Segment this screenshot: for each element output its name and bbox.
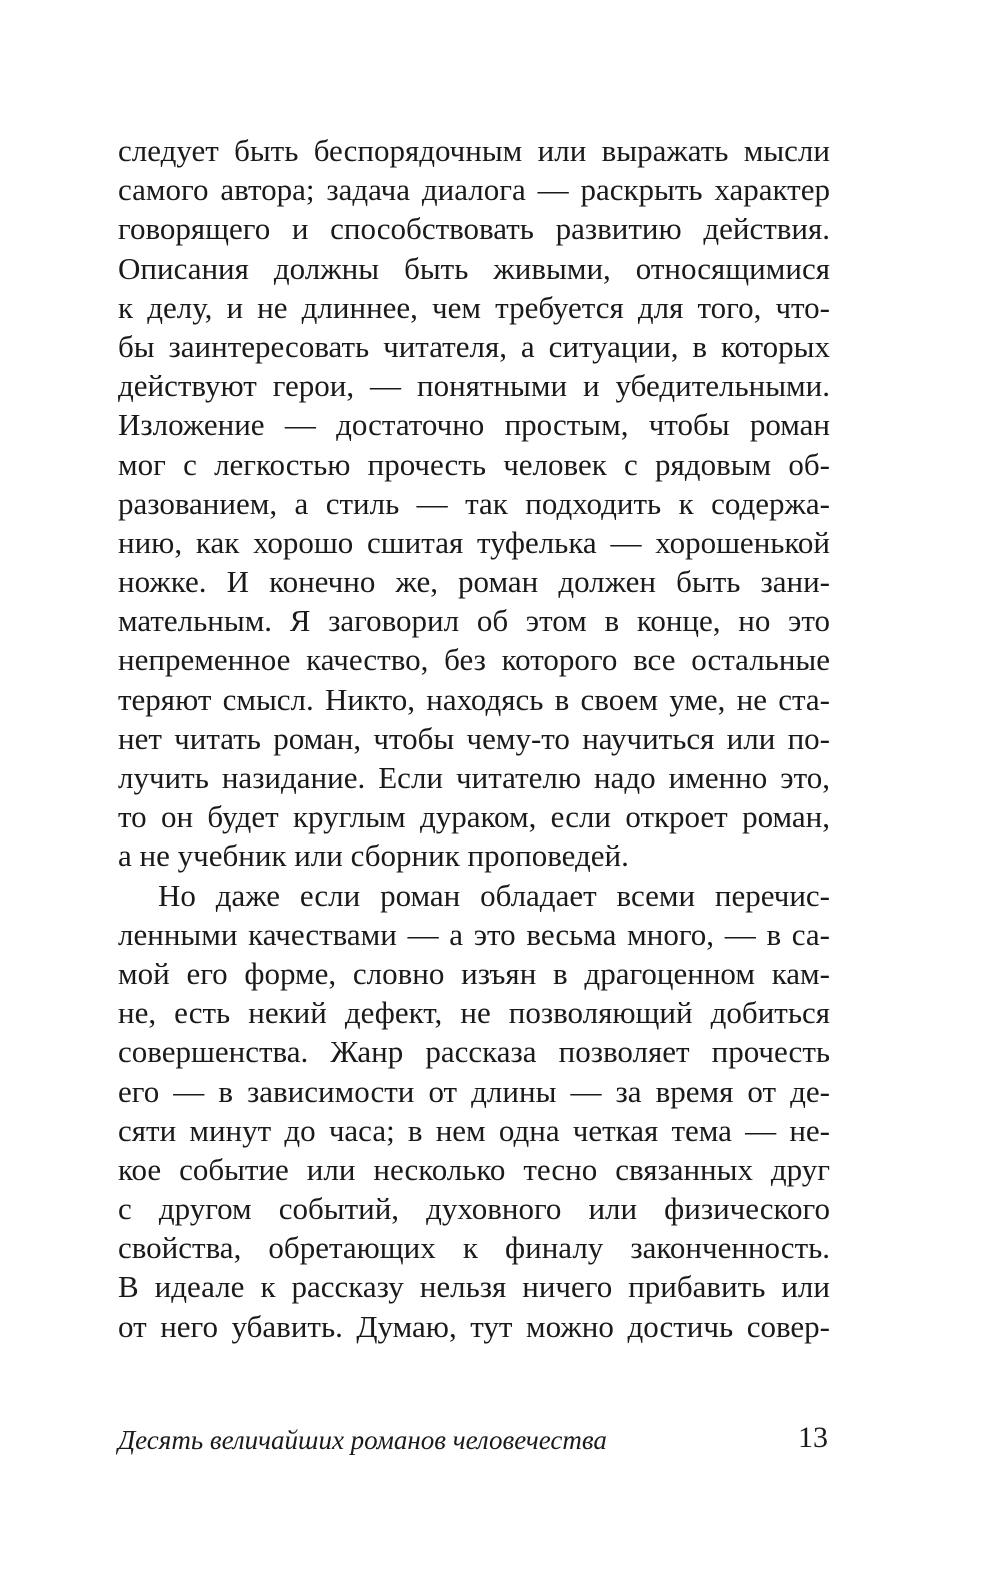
text-line: непременное качество, без которого все остальные (118, 642, 830, 678)
text-line: кое событие или несколько тесно связанных друг (118, 1151, 830, 1187)
text-line: совершенства. Жанр рассказа позволяет прочесть (118, 1034, 830, 1070)
text-line: В идеале к рассказу нельзя ничего прибавить или (118, 1269, 830, 1305)
text-line: действуют герои, — понятными и убедительными. (118, 368, 830, 404)
text-line: Изложение — достаточно простым, чтобы роман (118, 407, 830, 443)
text-line: свойства, обретающих к финалу законченность. (118, 1230, 830, 1266)
text-line: мог с легкостью прочесть человек с рядовым об- (118, 446, 830, 482)
text-line: от него убавить. Думаю, тут можно достичь совер- (118, 1308, 830, 1344)
paragraph-1 (118, 131, 830, 876)
text-line: ножке. И конечно же, роман должен быть зани- (118, 564, 830, 600)
text-line: его — в зависимости от длины — за время от де- (118, 1073, 830, 1109)
body-text (118, 131, 830, 1346)
paragraph-2 (118, 876, 830, 1346)
text-line: говорящего и способствовать развитию действия. (118, 211, 830, 247)
text-line: теряют смысл. Никто, находясь в своем уме, не ста- (118, 681, 830, 717)
text-line: разованием, а стиль — так подходить к содержа- (118, 485, 830, 521)
text-line: следует быть беспорядочным или выражать мысли (118, 133, 830, 168)
page-number: 13 (798, 1421, 828, 1454)
text-line: нет читать роман, чтобы чему-то научиться или по- (118, 720, 830, 756)
text-line: Но даже если роман обладает всеми перечис- (158, 877, 830, 913)
text-line: к делу, и не длиннее, чем требуется для того, что- (118, 289, 830, 325)
text-line: мой его форме, словно изъян в драгоценном кам- (118, 955, 830, 991)
text-line: с другом событий, духовного или физического (118, 1191, 830, 1227)
text-line: самого автора; задача диалога — раскрыть характер (118, 172, 830, 208)
text-line: нию, как хорошо сшитая туфелька — хорошенькой (118, 524, 830, 560)
text-line: Описания должны быть живыми, относящимися (118, 250, 830, 286)
running-footer-title: Десять величайших романов человечества (118, 1425, 607, 1455)
text-line: а не учебник или сборник проповедей. (118, 838, 629, 874)
text-line: ленными качествами — а это весьма много, — в са- (118, 916, 830, 952)
text-line: лучить назидание. Если читателю надо именно это, (118, 760, 830, 795)
text-line: бы заинтересовать читателя, а ситуации, в которых (118, 328, 830, 364)
text-line: мательным. Я заговорил об этом в конце, но это (118, 603, 830, 639)
text-line: не, есть некий дефект, не позволяющий добиться (118, 995, 830, 1031)
text-line: сяти минут до часа; в нем одна четкая тема — не- (118, 1112, 830, 1148)
text-line: то он будет круглым дураком, если откроет роман, (118, 799, 830, 835)
